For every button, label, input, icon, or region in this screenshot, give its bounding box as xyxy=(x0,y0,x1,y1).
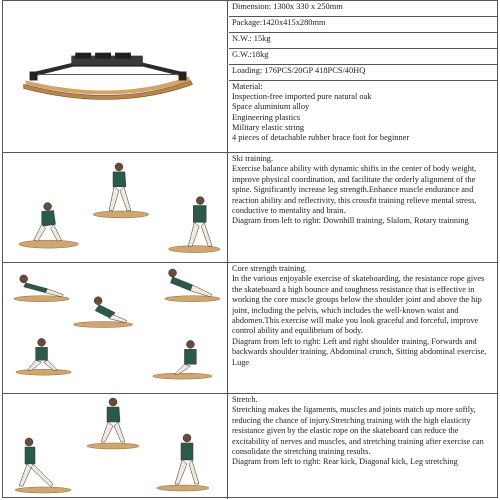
core-strength-illustration xyxy=(3,263,228,393)
core-strength-text xyxy=(229,263,497,393)
package-spec: Package:1420x415x280mm xyxy=(229,17,497,33)
material-line: Military elastic string xyxy=(232,122,305,132)
material-line: 4 pieces of detachable rubber brace foot for beginner xyxy=(232,133,410,143)
ski-training-diagram: Diagram from left to right: Downhill training, Slalom, Rotary trainning xyxy=(232,216,469,226)
slide-board-image xyxy=(3,1,228,152)
ski-training-body: Exercise balance ability with dynamic shifts in the center of body weight, improve physical coordination, and facilitate the orderly alignment of the spine. Significantly increase leg strength.Enhance muscle endurance and reaction ability and reflectivity, this crossfit training relieve mental stress, conductive to mentality and brain. xyxy=(232,164,477,216)
material-line: Engineering plastics xyxy=(232,112,301,122)
stretch-diagram: Diagram from left to right: Rear kick, Diagonal kick, Leg stretching xyxy=(232,457,458,467)
product-spec-sheet xyxy=(2,0,498,498)
core-strength-row xyxy=(3,263,497,394)
core-strength-diagram: Diagram from left to right: Left and right shoulder training, Forwards and backwards shoulder training, Abdominal crunch, Sitting abdominal exercise, Luge xyxy=(232,336,487,367)
product-image-cell xyxy=(3,1,228,152)
stretch-image-cell xyxy=(3,394,228,499)
stretch-title: Stretch. xyxy=(232,395,258,404)
material-title: Material: xyxy=(232,82,263,91)
stretch-body: Stretching makes the ligaments, muscles and joints match up more softly, reducing the chance of injury.Stretching training with the high elasticity resistance given by the elastic rope on the skateboard can reduce the excitability of nerves and muscles, and stretching training after exercise can consolidate the stretching training results. xyxy=(232,405,484,457)
net-weight-spec: N.W.: 15kg xyxy=(229,33,497,49)
material-line: Space aluminium alloy xyxy=(232,102,310,112)
ski-training-illustration xyxy=(3,153,228,262)
loading-spec: Loading: 176PCS/20GP 418PCS/40HQ xyxy=(229,65,497,81)
material-line: Inspection-free imported pure natural oak xyxy=(232,92,372,102)
stretch-text xyxy=(229,394,497,499)
ski-training-image-cell xyxy=(3,153,228,262)
gross-weight-spec: G.W.:18kg xyxy=(229,49,497,65)
material-block xyxy=(229,81,497,144)
ski-training-text xyxy=(229,153,497,262)
spec-cell xyxy=(229,1,497,152)
core-strength-body: In the various enjoyable exercise of skateboarding, the resistance rope gives the skateboard a high bounce and toughness resistance that is effective in working the core muscle groups below the shoulder joint and above the hip joint, including the pelvis, which includes the well-known waist and abdomen.This exercise will make you look graceful and forceful, improve control ability and equilibrium of body. xyxy=(232,274,485,336)
spec-row xyxy=(3,1,497,153)
ski-training-row xyxy=(3,153,497,263)
dimension-spec: Dimension: 1300x 330 x 250mm xyxy=(229,1,497,17)
core-strength-image-cell xyxy=(3,263,228,393)
stretch-row xyxy=(3,394,497,499)
ski-training-title: Ski training. xyxy=(232,154,274,163)
stretch-illustration xyxy=(3,394,228,499)
core-strength-title: Core strength training. xyxy=(232,264,307,273)
